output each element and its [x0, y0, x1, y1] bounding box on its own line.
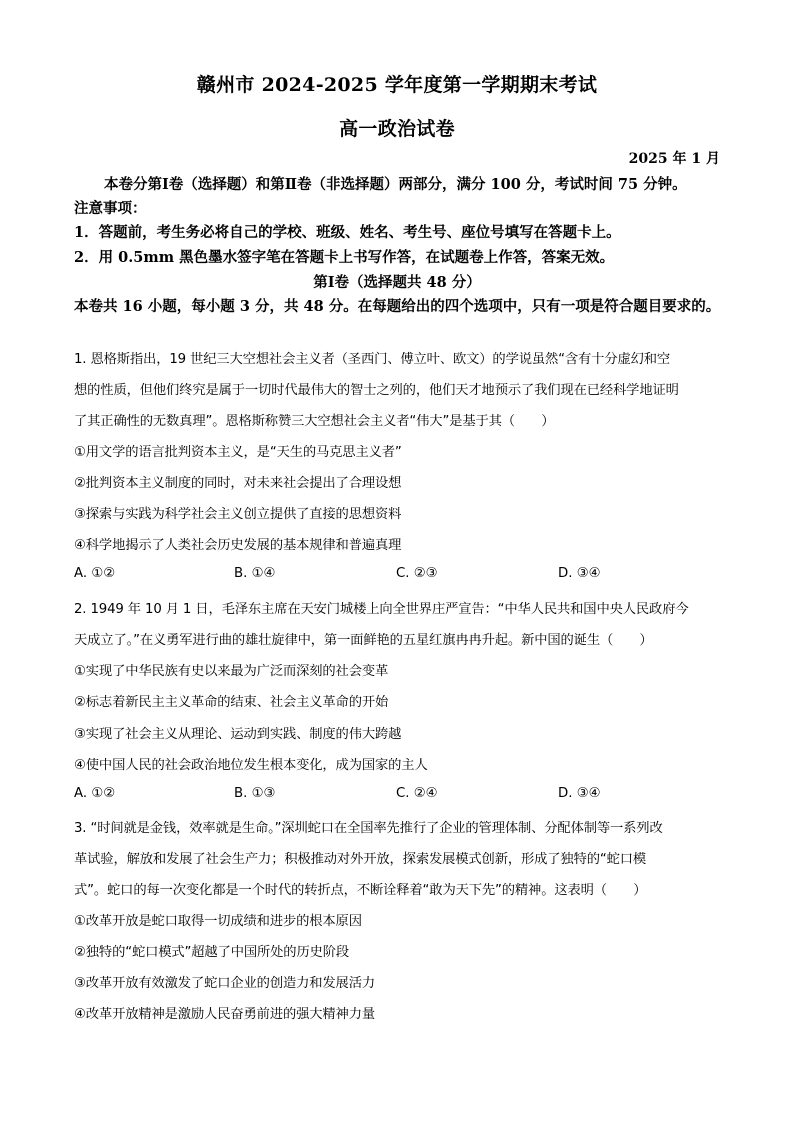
exam-subtitle: 高一政治试卷 [339, 118, 455, 140]
option-c[interactable]: C. ②③ [396, 566, 438, 581]
question-2-item: ④使中国人民的社会政治地位发生根本变化，成为国家的主人 [74, 758, 428, 773]
question-1-item: ①用文学的语言批判资本主义，是“天生的马克思主义者” [74, 445, 402, 460]
question-3-item: ③改革开放有效激发了蛇口企业的创造力和发展活力 [74, 976, 376, 991]
notice-title: 注意事项： [74, 200, 147, 217]
question-3-item: ④改革开放精神是激励人民奋勇前进的强大精神力量 [74, 1007, 376, 1022]
question-2-item: ②标志着新民主主义革命的结束、社会主义革命的开始 [74, 695, 389, 710]
question-1-stem-line: 想的性质，但他们终究是属于一切时代最伟大的智士之列的，他们天才地预示了我们现在已经科学地证明 [74, 383, 679, 398]
question-2-stem-line: 2. 1949 年 10 月 1 日，毛泽东主席在天安门城楼上向全世界庄严宣告：“中华人民共和国中央人民政府今 [74, 602, 689, 617]
notice-item: 1．答题前，考生务必将自己的学校、班级、姓名、考生号、座位号填写在答题卡上。 [74, 224, 621, 241]
question-3-stem-line: 3. “时间就是金钱，效率就是生命。”深圳蛇口在全国率先推行了企业的管理体制、分配体制等一系列改 [74, 821, 663, 836]
section-instruction: 本卷共 16 小题，每小题 3 分，共 48 分。在每题给出的四个选项中，只有一项是符合题目要求的。 [74, 298, 721, 315]
question-1-item: ④科学地揭示了人类社会历史发展的基本规律和普遍真理 [74, 538, 402, 553]
option-d[interactable]: D. ③④ [558, 786, 601, 801]
exam-date: 2025 年 1 月 [628, 151, 720, 167]
exam-title: 赣州市 2024-2025 学年度第一学期期末考试 [196, 74, 598, 96]
option-b[interactable]: B. ①④ [234, 566, 276, 581]
question-3-stem-line: 革试验，解放和发展了社会生产力；积极推动对外开放，探索发展模式创新，形成了独特的“蛇口模 [74, 852, 647, 867]
question-1-stem-line: 了其正确性的无数真理”。恩格斯称赞三大空想社会主义者“伟大”是基于其（ ） [74, 414, 555, 429]
question-1-stem-line: 1. 恩格斯指出，19 世纪三大空想社会主义者（圣西门、傅立叶、欧文）的学说虽然“含有十分虚幻和空 [74, 352, 671, 367]
question-1-item: ②批判资本主义制度的同时，对未来社会提出了合理设想 [74, 476, 402, 491]
option-d[interactable]: D. ③④ [558, 566, 601, 581]
question-2-item: ①实现了中华民族有史以来最为广泛而深刻的社会变革 [74, 664, 389, 679]
notice-item: 2．用 0.5mm 黑色墨水签字笔在答题卡上书写作答，在试题卷上作答，答案无效。 [74, 249, 615, 266]
question-3-stem-line: 式”。蛇口的每一次变化都是一个时代的转折点，不断诠释着“敢为天下先”的精神。这表明（ ） [74, 883, 647, 898]
question-3-item: ①改革开放是蛇口取得一切成绩和进步的根本原因 [74, 914, 362, 929]
question-2-item: ③实现了社会主义从理论、运动到实践、制度的伟大跨越 [74, 727, 402, 742]
option-a[interactable]: A. ①② [74, 786, 116, 801]
question-3-item: ②独特的“蛇口模式”超越了中国所处的历史阶段 [74, 945, 350, 960]
option-b[interactable]: B. ①③ [234, 786, 276, 801]
exam-intro: 本卷分第Ⅰ卷（选择题）和第Ⅱ卷（非选择题）两部分，满分 100 分，考试时间 75 分钟。 [104, 176, 687, 193]
option-c[interactable]: C. ②④ [396, 786, 438, 801]
question-2-stem-line: 天成立了。”在义勇军进行曲的雄壮旋律中，第一面鲜艳的五星红旗冉冉升起。新中国的诞生（ ） [74, 633, 653, 648]
option-a[interactable]: A. ①② [74, 566, 116, 581]
section-title: 第Ⅰ卷（选择题共 48 分） [313, 274, 481, 291]
question-1-item: ③探索与实践为科学社会主义创立提供了直接的思想资料 [74, 507, 402, 522]
